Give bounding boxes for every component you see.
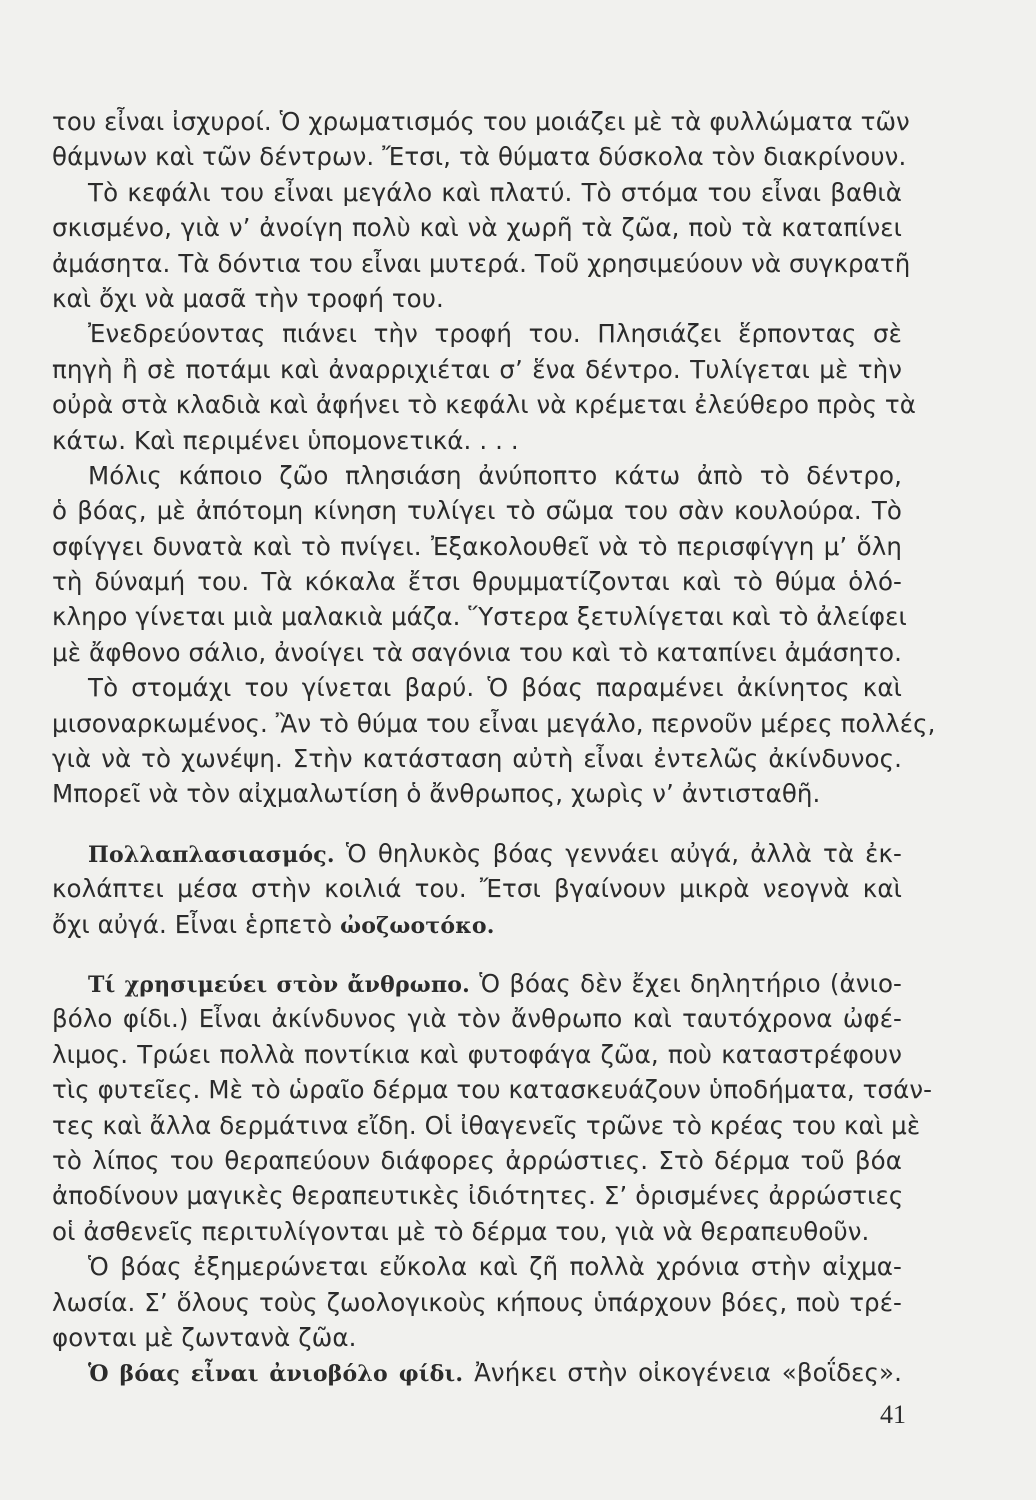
- text-line: μισοναρκωμένος. Ἂν τὸ θύμα του εἶναι μεγάλο, περνοῦν μέρες πολλές,: [52, 708, 936, 738]
- text-line: μὲ ἄφθονο σάλιο, ἀνοίγει τὰ σαγόνια του καὶ τὸ καταπίνει ἀμάσητο.: [52, 637, 902, 667]
- reproduction-line: [52, 907, 902, 942]
- usefulness-line: βόλο φίδι.) Εἶναι ἀκίνδυνος γιὰ τὸν ἄνθρωπο καὶ ταυτόχρονα ὠφέ-: [52, 1004, 902, 1034]
- text-line: Τὸ κεφάλι του εἶναι μεγάλο καὶ πλατύ. Τὸ στόμα του εἶναι βαθιὰ: [88, 177, 902, 207]
- reproduction-line: κολάπτει μέσα στὴν κοιλιά του. Ἔτσι βγαίνουν μικρὰ νεογνὰ καὶ: [52, 874, 902, 904]
- text-line: καὶ ὄχι νὰ μασᾶ τὴν τροφή του.: [52, 283, 444, 313]
- usefulness-line: οἱ ἀσθενεῖς περιτυλίγονται μὲ τὸ δέρμα του, γιὰ νὰ θεραπευθοῦν.: [52, 1216, 870, 1246]
- usefulness-line: τὶς φυτεῖες. Μὲ τὸ ὡραῖο δέρμα του κατασκευάζουν ὑποδήματα, τσάν-: [52, 1075, 933, 1105]
- nonvenomous-line: [52, 1355, 902, 1390]
- usefulness-heading: Τί χρησιμεύει στὸν ἄνθρωπο.: [88, 971, 470, 998]
- usefulness-line: τὸ λίπος του θεραπεύουν διάφορες ἀρρώστιες. Στὸ δέρμα τοῦ βόα: [52, 1145, 902, 1175]
- text-line: σφίγγει δυνατὰ καὶ τὸ πνίγει. Ἐξακολουθεῖ νὰ τὸ περισφίγγη μ’ ὅλη: [52, 531, 902, 561]
- reproduction-line: [52, 836, 902, 871]
- usefulness-line: ἀποδίνουν μαγικὲς θεραπευτικὲς ἰδιότητες. Σ’ ὁρισμένες ἀρρώστιες: [52, 1181, 904, 1211]
- text-line: οὐρὰ στὰ κλαδιὰ καὶ ἀφήνει τὸ κεφάλι νὰ κρέμεται ἐλεύθερο πρὸς τὰ: [52, 390, 917, 420]
- usefulness-line: λωσία. Σ’ ὅλους τοὺς ζωολογικοὺς κήπους ὑπάρχουν βόες, ποὺ τρέ-: [52, 1287, 902, 1317]
- usefulness-line: Ὁ βόας ἐξημερώνεται εὔκολα καὶ ζῆ πολλὰ χρόνια στὴν αἰχμα-: [88, 1252, 902, 1282]
- text-line: σκισμένο, γιὰ ν’ ἀνοίγη πολὺ καὶ νὰ χωρῆ τὰ ζῶα, ποὺ τὰ καταπίνει: [52, 213, 902, 243]
- text-line: Μπορεῖ νὰ τὸν αἰχμαλωτίση ὁ ἄνθρωπος, χωρὶς ν’ ἀντισταθῆ.: [52, 779, 821, 809]
- reproduction-heading: Πολλαπλασιασμός.: [88, 841, 335, 868]
- usefulness-line: [52, 966, 902, 1001]
- reproduction-text: Ὁ θηλυκὸς βόας γεννάει αὐγά, ἀλλὰ τὰ ἐκ-: [345, 838, 902, 868]
- usefulness-line: φονται μὲ ζωντανὰ ζῶα.: [52, 1322, 357, 1352]
- paragraph-gap: [52, 942, 902, 966]
- text-line: του εἶναι ἰσχυροί. Ὁ χρωματισμός του μοιάζει μὲ τὰ φυλλώματα τῶν: [52, 107, 910, 136]
- usefulness-line: λιμος. Τρώει πολλὰ ποντίκια καὶ φυτοφάγα ζῶα, ποὺ καταστρέφουν: [52, 1039, 902, 1069]
- usefulness-text: Ὁ βόας δὲν ἔχει δηλητήριο (ἀνιο-: [479, 968, 902, 998]
- text-line: Τὸ στομάχι του γίνεται βαρύ. Ὁ βόας παραμένει ἀκίνητος καὶ: [88, 673, 902, 703]
- nonvenomous-heading: Ὁ βόας εἶναι ἀνιοβόλο φίδι.: [88, 1361, 464, 1388]
- text-line: κληρο γίνεται μιὰ μαλακιὰ μάζα. Ὕστερα ξετυλίγεται καὶ τὸ ἀλείφει: [52, 602, 907, 632]
- page-number: 41: [880, 1400, 906, 1429]
- nonvenomous-text: Ἀνήκει στὴν οἰκογένεια «βοΐδες».: [474, 1358, 902, 1388]
- page-body: [52, 104, 936, 1391]
- text-line: ὁ βόας, μὲ ἀπότομη κίνηση τυλίγει τὸ σῶμα του σὰν κουλούρα. Τὸ: [52, 496, 902, 526]
- reproduction-text: ὄχι αὐγά. Εἶναι ἑρπετὸ: [52, 909, 333, 939]
- text-line: Ἐνεδρεύοντας πιάνει τὴν τροφή του. Πλησιάζει ἕρποντας σὲ: [88, 319, 902, 349]
- text-line: Μόλις κάποιο ζῶο πλησιάση ἀνύποπτο κάτω ἀπὸ τὸ δέντρο,: [88, 460, 902, 490]
- usefulness-line: τες καὶ ἄλλα δερμάτινα εἴδη. Οἱ ἰθαγενεῖς τρῶνε τὸ κρέας του καὶ μὲ: [52, 1110, 921, 1140]
- text-line: τὴ δύναμή του. Τὰ κόκαλα ἔτσι θρυμματίζονται καὶ τὸ θύμα ὁλό-: [52, 567, 902, 597]
- text-line: ἀμάσητα. Τὰ δόντια του εἶναι μυτερά. Τοῦ χρησιμεύουν νὰ συγκρατῆ: [52, 248, 911, 278]
- text-line: θάμνων καὶ τῶν δέντρων. Ἔτσι, τὰ θύματα δύσκολα τὸν διακρίνουν.: [52, 142, 907, 172]
- text-line: γιὰ νὰ τὸ χωνέψη. Στὴν κατάσταση αὐτὴ εἶναι ἐντελῶς ἀκίνδυνος.: [52, 744, 902, 774]
- text-line: πηγὴ ἢ σὲ ποτάμι καὶ ἀναρριχιέται σ’ ἕνα δέντρο. Τυλίγεται μὲ τὴν: [52, 354, 902, 384]
- paragraph-gap: [52, 812, 902, 836]
- text-line: κάτω. Καὶ περιμένει ὑπομονετικά. . . .: [52, 425, 519, 455]
- ovoviviparous-term: ὠοζωοτόκο.: [340, 912, 495, 939]
